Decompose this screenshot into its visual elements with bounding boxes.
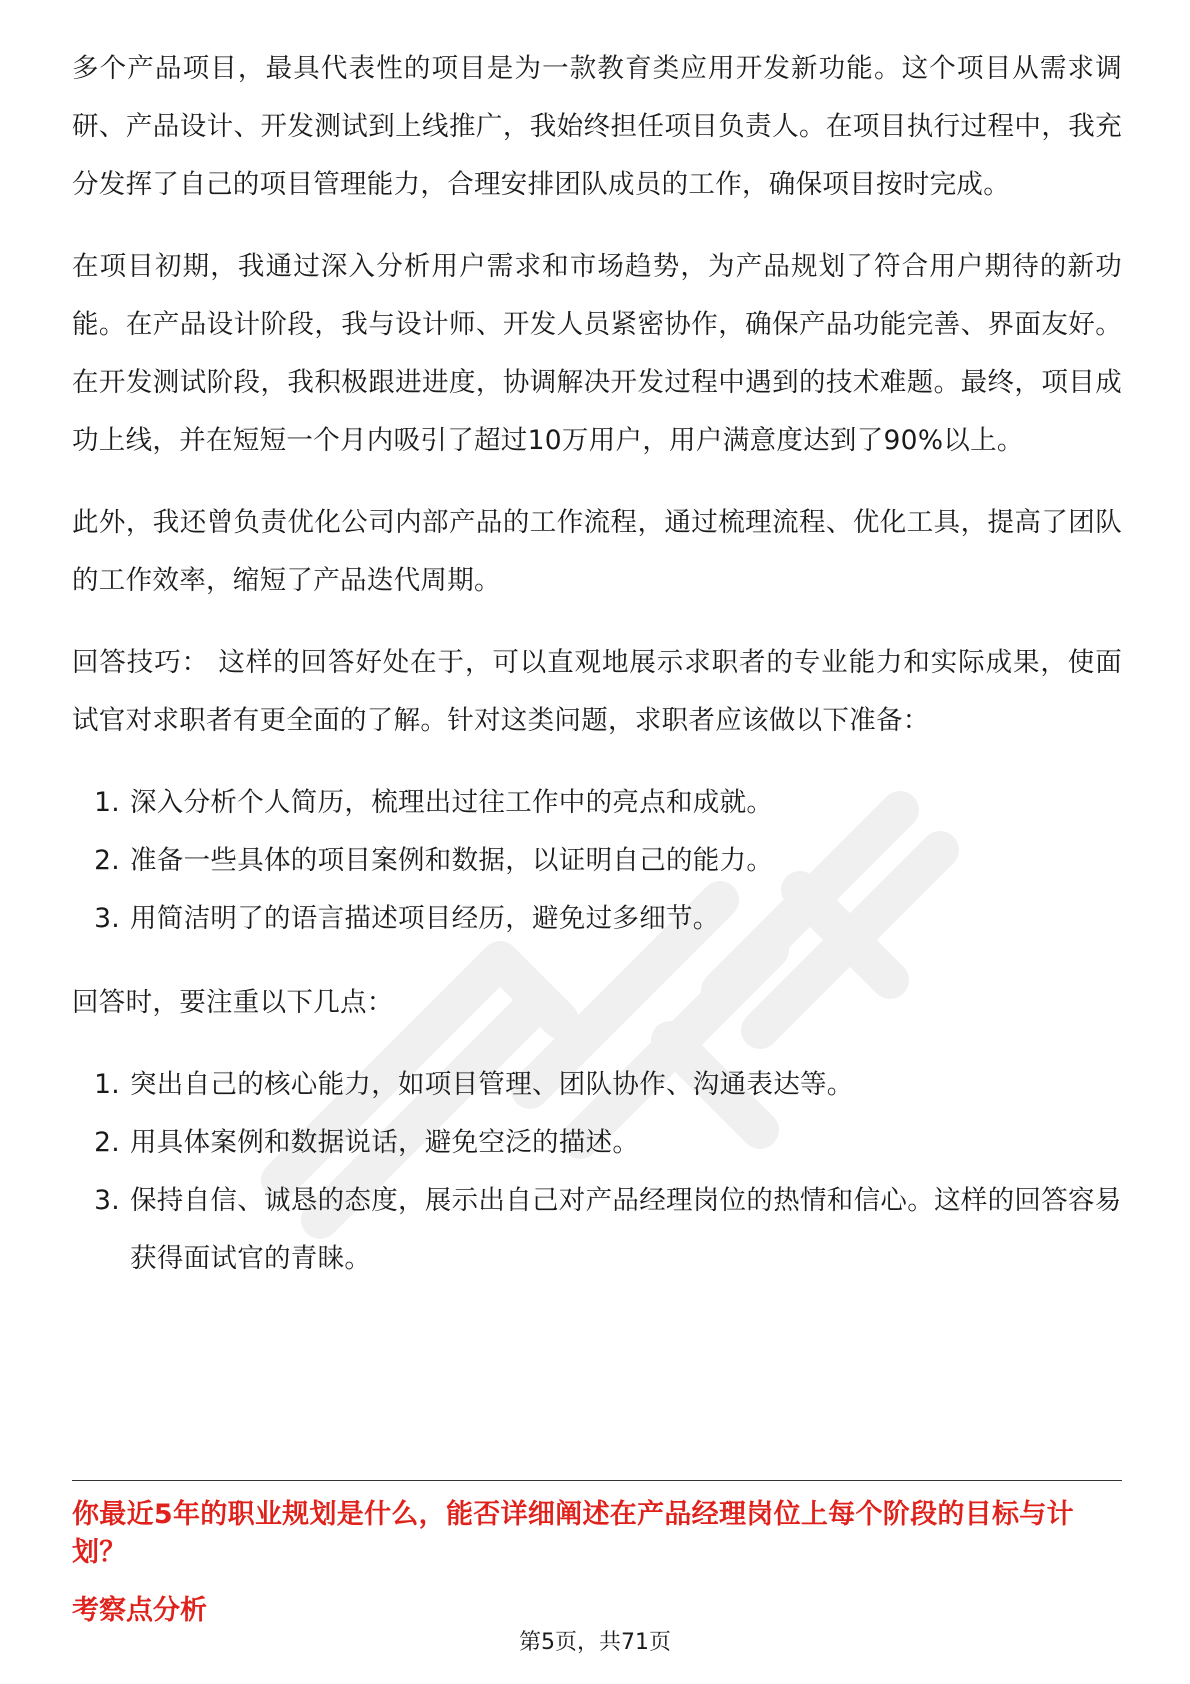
list-item [72, 1114, 1122, 1172]
list-item [72, 890, 1122, 948]
list-item [72, 1172, 1122, 1288]
analysis-heading: 考察点分析 [72, 1595, 207, 1626]
list-item-number: 3. [94, 903, 120, 934]
list-item-number: 1. [94, 1069, 120, 1100]
list-item [72, 1056, 1122, 1114]
section-divider [72, 1480, 1122, 1481]
list-item-text: 突出自己的核心能力，如项目管理、团队协作、沟通表达等。 [130, 1069, 854, 1100]
question-heading: 你最近5年的职业规划是什么，能否详细阐述在产品经理岗位上每个阶段的目标与计划？ [72, 1499, 1074, 1568]
paragraph-workflow: 此外，我还曾负责优化公司内部产品的工作流程，通过梳理流程、优化工具，提高了团队的工作效率，缩短了产品迭代周期。 [72, 507, 1122, 596]
points-list [72, 1056, 1122, 1288]
prep-list [72, 774, 1122, 948]
paragraph-answer-tips: 回答技巧： 这样的回答好处在于，可以直观地展示求职者的专业能力和实际成果，使面试官对求职者有更全面的了解。针对这类问题，求职者应该做以下准备： [72, 647, 1122, 736]
list-item-text: 准备一些具体的项目案例和数据，以证明自己的能力。 [130, 845, 774, 876]
list-item-text: 保持自信、诚恳的态度，展示出自己对产品经理岗位的热情和信心。这样的回答容易获得面试官的青睐。 [130, 1185, 1122, 1274]
list-item [72, 832, 1122, 890]
list-item-text: 用具体案例和数据说话，避免空泛的描述。 [130, 1127, 640, 1158]
list-item-text: 用简洁明了的语言描述项目经历，避免过多细节。 [130, 903, 720, 934]
list-item-number: 2. [94, 845, 120, 876]
paragraph-project-intro: 多个产品项目，最具代表性的项目是为一款教育类应用开发新功能。这个项目从需求调研、产品设计、开发测试到上线推广，我始终担任项目负责人。在项目执行过程中，我充分发挥了自己的项目管理能力，合理安排团队成员的工作，确保项目按时完成。 [72, 53, 1122, 200]
list-item-number: 1. [94, 787, 120, 818]
list-item [72, 774, 1122, 832]
paragraph-points-intro: 回答时，要注重以下几点： [72, 987, 394, 1018]
document-body [72, 40, 1122, 1314]
paragraph-project-details: 在项目初期，我通过深入分析用户需求和市场趋势，为产品规划了符合用户期待的新功能。在产品设计阶段，我与设计师、开发人员紧密协作，确保产品功能完善、界面友好。在开发测试阶段，我积极跟进进度，协调解决开发过程中遇到的技术难题。最终，项目成功上线，并在短短一个月内吸引了超过10万用户，用户满意度达到了90%以上。 [72, 251, 1122, 456]
list-item-number: 3. [94, 1185, 120, 1216]
page-number-footer: 第5页，共71页 [519, 1630, 671, 1655]
list-item-number: 2. [94, 1127, 120, 1158]
list-item-text: 深入分析个人简历，梳理出过往工作中的亮点和成就。 [130, 787, 774, 818]
